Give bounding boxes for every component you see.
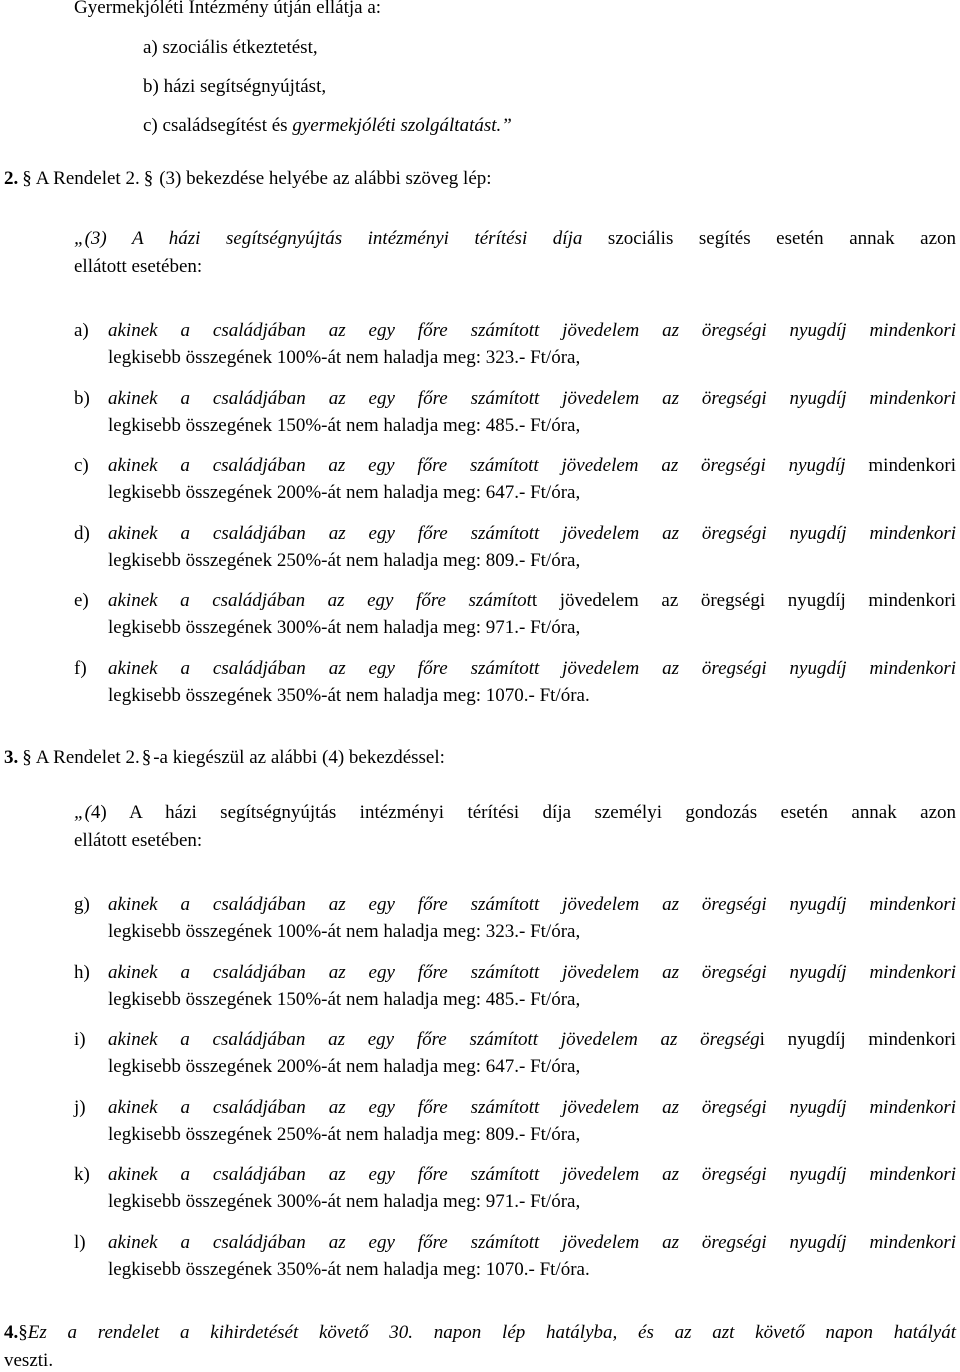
list-item-marker: h) (74, 962, 90, 983)
list-item-continuation: legkisebb összegének 100%-át nem haladja meg: 323.- Ft/óra, (108, 347, 581, 368)
list-item-continuation: legkisebb összegének 100%-át nem haladja meg: 323.- Ft/óra, (108, 921, 581, 942)
list-item-continuation: legkisebb összegének 150%-át nem haladja meg: 485.- Ft/óra, (108, 989, 581, 1010)
intro-item-b: b) házi segítségnyújtást, (143, 76, 327, 97)
list-item-marker: j) (74, 1097, 86, 1118)
list-item-marker: b) (74, 388, 90, 409)
list-item: akinek a családjában az egy főre számított jövedelem az öregségi nyugdíj mindenkori (108, 523, 956, 544)
list-item-continuation: legkisebb összegének 200%-át nem haladja meg: 647.- Ft/óra, (108, 1056, 581, 1077)
list-item-marker: d) (74, 523, 90, 544)
list-item-continuation: legkisebb összegének 350%-át nem haladja meg: 1070.- Ft/óra. (108, 1259, 590, 1280)
section-sign: § (18, 1322, 28, 1343)
intro-item-a: a) szociális étkeztetést, (143, 37, 318, 58)
list-item: akinek a családjában az egy főre számított jövedelem az öregségi nyugdíj mindenkori (108, 1097, 956, 1118)
section-sign: § (22, 168, 32, 189)
list-item-continuation: legkisebb összegének 350%-át nem haladja meg: 1070.- Ft/óra. (108, 685, 590, 706)
section-number: 2. (4, 168, 19, 189)
list-item: akinek a családjában az egy főre számított jövedelem az öregségi nyugdíj mindenkori (108, 320, 956, 341)
list-item: akinek a családjában az egy főre számított jövedelem az öregségi nyugdíj mindenkori (108, 455, 956, 476)
section-sign: § (22, 747, 32, 768)
list-item: akinek a családjában az egy főre számított jövedelem az öregségi nyugdíj mindenkori (108, 1029, 957, 1050)
list-item: akinek a családjában az egy főre számított jövedelem az öregségi nyugdíj mindenkori (108, 388, 956, 409)
list-item-continuation: legkisebb összegének 250%-át nem haladja meg: 809.- Ft/óra, (108, 1124, 581, 1145)
list-item: akinek a családjában az egy főre számított jövedelem az öregségi nyugdíj mindenkori (108, 962, 956, 983)
list-item: akinek a családjában az egy főre számított jövedelem az öregségi nyugdíj mindenkori (108, 590, 956, 611)
section-3-quote-line2: ellátott esetében: (74, 830, 203, 851)
list-item-marker: k) (74, 1164, 90, 1185)
list-item-continuation: legkisebb összegének 300%-át nem haladja meg: 971.- Ft/óra, (108, 617, 581, 638)
list-item-marker: c) (74, 455, 89, 476)
section-2-quote-line2: ellátott esetében: (74, 256, 203, 277)
list-item: akinek a családjában az egy főre számított jövedelem az öregségi nyugdíj mindenkori (108, 1164, 956, 1185)
section-number: 4. (4, 1322, 19, 1343)
section-2-quote-line1: „(3) A házi segítségnyújtás intézményi térítési díja szociális segítés esetén annak azon (74, 228, 956, 249)
list-item: akinek a családjában az egy főre számított jövedelem az öregségi nyugdíj mindenkori (108, 894, 956, 915)
list-item-marker: g) (74, 894, 90, 915)
list-item-continuation: legkisebb összegének 200%-át nem haladja meg: 647.- Ft/óra, (108, 482, 581, 503)
list-item-continuation: legkisebb összegének 250%-át nem haladja meg: 809.- Ft/óra, (108, 550, 581, 571)
section-4-line2: veszti. (4, 1350, 54, 1371)
list-item-marker: f) (74, 658, 87, 679)
section-4-line1: 4.§Ez a rendelet a kihirdetését követő 30. napon lép hatályba, és az azt követő napon hatályát (4, 1322, 956, 1343)
section-3-heading: 3. § A Rendelet 2. § -a kiegészül az alábbi (4) bekezdéssel: (4, 747, 445, 768)
section-3-quote-line1: „(4) A házi segítségnyújtás intézményi térítési díja személyi gondozás esetén annak azon (74, 802, 956, 823)
intro-line: Gyermekjóléti Intézmény útján ellátja a: (74, 0, 382, 18)
list-item-marker: e) (74, 590, 89, 611)
list-item-marker: a) (74, 320, 89, 341)
list-item-marker: i) (74, 1029, 86, 1050)
section-number: 3. (4, 747, 19, 768)
list-item-continuation: legkisebb összegének 300%-át nem haladja meg: 971.- Ft/óra, (108, 1191, 581, 1212)
list-item-continuation: legkisebb összegének 150%-át nem haladja meg: 485.- Ft/óra, (108, 415, 581, 436)
list-item: akinek a családjában az egy főre számított jövedelem az öregségi nyugdíj mindenkori (108, 658, 956, 679)
list-item: akinek a családjában az egy főre számított jövedelem az öregségi nyugdíj mindenkori (108, 1232, 956, 1253)
intro-item-c: c) családsegítést és gyermekjóléti szolgáltatást.” (143, 115, 512, 136)
section-2-heading: 2. § A Rendelet 2. § (3) bekezdése helyébe az alábbi szöveg lép: (4, 168, 492, 189)
list-item-marker: l) (74, 1232, 86, 1253)
